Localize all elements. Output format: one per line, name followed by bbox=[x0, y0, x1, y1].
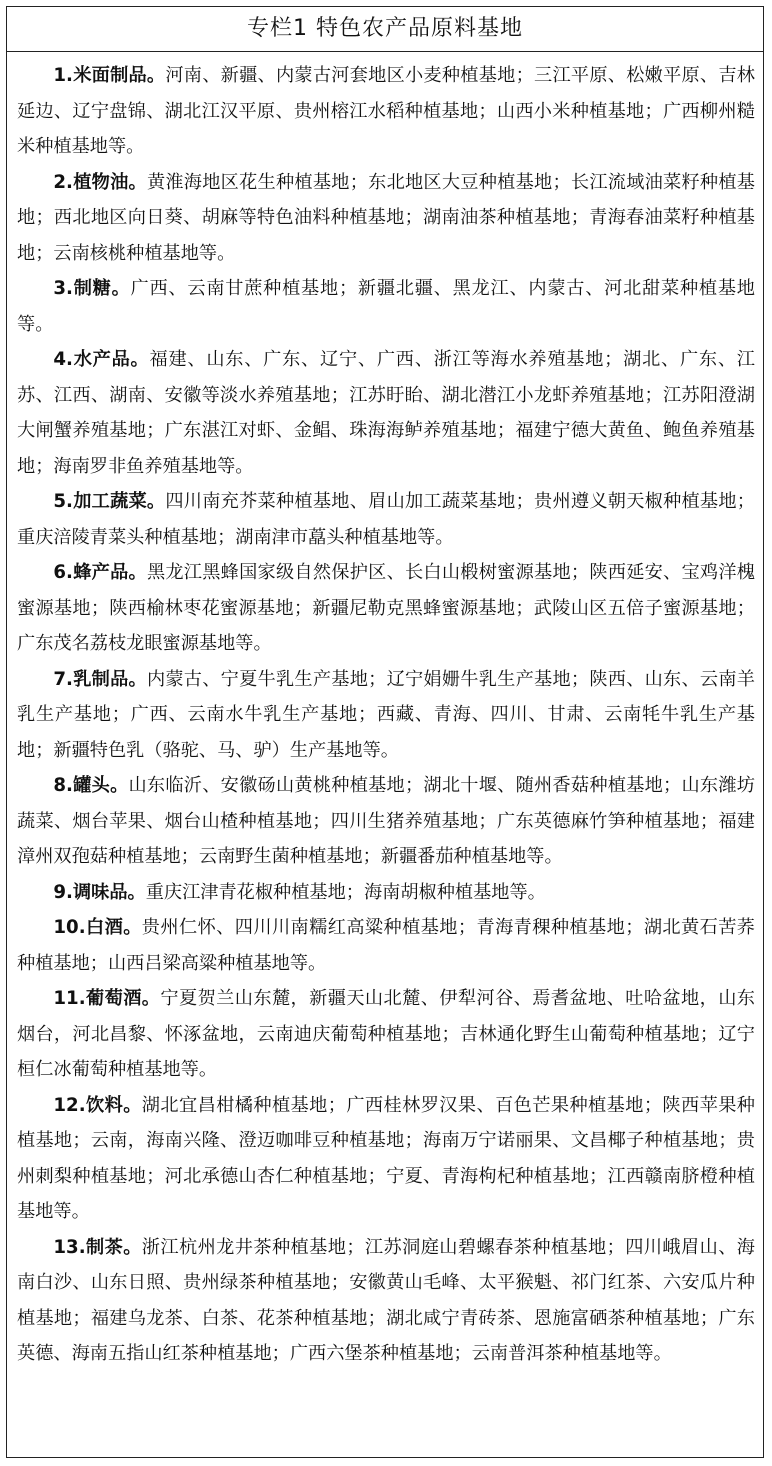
section-heading: 5.加工蔬菜。 bbox=[53, 491, 166, 512]
section-text: 黄淮海地区花生种植基地；东北地区大豆种植基地；长江流域油菜籽种植基地；西北地区向日葵、胡麻等特色油料种植基地；湖南油茶种植基地；青海春油菜籽种植基地；云南核桃种植基地等。 bbox=[17, 171, 755, 264]
section-heading: 4.水产品。 bbox=[53, 349, 150, 370]
section-paragraph bbox=[17, 58, 755, 165]
section-paragraph bbox=[17, 910, 755, 981]
section-paragraph bbox=[17, 555, 755, 662]
section-heading: 10.白酒。 bbox=[53, 917, 142, 938]
section-paragraph bbox=[17, 484, 755, 555]
section-heading: 7.乳制品。 bbox=[53, 668, 147, 690]
section-heading: 13.制茶。 bbox=[53, 1236, 142, 1258]
section-paragraph bbox=[17, 662, 755, 769]
feature-box bbox=[6, 6, 764, 1458]
section-paragraph bbox=[17, 875, 755, 911]
section-text: 宁夏贺兰山东麓，新疆天山北麓、伊犁河谷、焉耆盆地、吐哈盆地，山东烟台，河北昌黎、怀涿盆地，云南迪庆葡萄种植基地；吉林通化野生山葡萄种植基地；辽宁桓仁冰葡萄种植基地等。 bbox=[17, 988, 755, 1080]
section-heading: 3.制糖。 bbox=[53, 278, 131, 299]
box-content bbox=[7, 52, 763, 1372]
section-text: 浙江杭州龙井茶种植基地；江苏洞庭山碧螺春茶种植基地；四川峨眉山、海南白沙、山东日照、贵州绿茶种植基地；安徽黄山毛峰、太平猴魁、祁门红茶、六安瓜片种植基地；福建乌龙茶、白茶、花茶种植基地；湖北咸宁青砖茶、恩施富硒茶种植基地；广东英德、海南五指山红茶种植基地；广西六堡茶种植基地；云南普洱茶种植基地等。 bbox=[17, 1236, 755, 1364]
section-text: 贵州仁怀、四川川南糯红高粱种植基地；青海青稞种植基地；湖北黄石苦荞种植基地；山西吕梁高粱种植基地等。 bbox=[17, 917, 755, 974]
section-heading: 1.米面制品。 bbox=[53, 65, 166, 86]
section-text: 福建、山东、广东、辽宁、广西、浙江等海水养殖基地；湖北、广东、江苏、江西、湖南、安徽等淡水养殖基地；江苏盱眙、湖北潜江小龙虾养殖基地；江苏阳澄湖大闸蟹养殖基地；广东湛江对虾、金鲳、珠海海鲈养殖基地；福建宁德大黄鱼、鲍鱼养殖基地；海南罗非鱼养殖基地等。 bbox=[17, 349, 755, 477]
section-paragraph bbox=[17, 342, 755, 484]
section-paragraph bbox=[17, 271, 755, 342]
section-text: 重庆江津青花椒种植基地；海南胡椒种植基地等。 bbox=[145, 881, 546, 903]
section-paragraph bbox=[17, 981, 755, 1088]
section-heading: 11.葡萄酒。 bbox=[53, 988, 161, 1009]
box-title: 专栏1 特色农产品原料基地 bbox=[7, 7, 763, 52]
section-paragraph bbox=[17, 165, 755, 272]
section-text: 黑龙江黑蜂国家级自然保护区、长白山椴树蜜源基地；陕西延安、宝鸡洋槐蜜源基地；陕西榆林枣花蜜源基地；新疆尼勒克黑蜂蜜源基地；武陵山区五倍子蜜源基地；广东茂名荔枝龙眼蜜源基地等。 bbox=[17, 562, 755, 654]
section-heading: 12.饮料。 bbox=[53, 1094, 142, 1116]
section-heading: 9.调味品。 bbox=[53, 881, 146, 903]
section-heading: 2.植物油。 bbox=[53, 171, 147, 193]
section-text: 内蒙古、宁夏牛乳生产基地；辽宁娟姗牛乳生产基地；陕西、山东、云南羊乳生产基地；广西、云南水牛乳生产基地；西藏、青海、四川、甘肃、云南牦牛乳生产基地；新疆特色乳（骆驼、马、驴）生产基地等。 bbox=[17, 668, 755, 761]
section-paragraph bbox=[17, 1230, 755, 1372]
section-paragraph bbox=[17, 768, 755, 875]
section-heading: 8.罐头。 bbox=[53, 775, 129, 796]
section-text: 四川南充芥菜种植基地、眉山加工蔬菜基地；贵州遵义朝天椒种植基地；重庆涪陵青菜头种植基地；湖南津市藠头种植基地等。 bbox=[17, 491, 755, 548]
section-text: 河南、新疆、内蒙古河套地区小麦种植基地；三江平原、松嫩平原、吉林延边、辽宁盘锦、湖北江汉平原、贵州榕江水稻种植基地；山西小米种植基地；广西柳州糙米种植基地等。 bbox=[17, 65, 755, 157]
section-paragraph bbox=[17, 1088, 755, 1230]
section-text: 山东临沂、安徽砀山黄桃种植基地；湖北十堰、随州香菇种植基地；山东潍坊蔬菜、烟台苹果、烟台山楂种植基地；四川生猪养殖基地；广东英德麻竹笋种植基地；福建漳州双孢菇种植基地；云南野生菌种植基地；新疆番茄种植基地等。 bbox=[17, 775, 755, 867]
section-text: 湖北宜昌柑橘种植基地；广西桂林罗汉果、百色芒果种植基地；陕西苹果种植基地；云南，海南兴隆、澄迈咖啡豆种植基地；海南万宁诺丽果、文昌椰子种植基地；贵州刺梨种植基地；河北承德山杏仁种植基地；宁夏、青海枸杞种植基地；江西赣南脐橙种植基地等。 bbox=[17, 1094, 755, 1222]
section-heading: 6.蜂产品。 bbox=[53, 562, 147, 583]
section-text: 广西、云南甘蔗种植基地；新疆北疆、黑龙江、内蒙古、河北甜菜种植基地等。 bbox=[17, 278, 755, 335]
